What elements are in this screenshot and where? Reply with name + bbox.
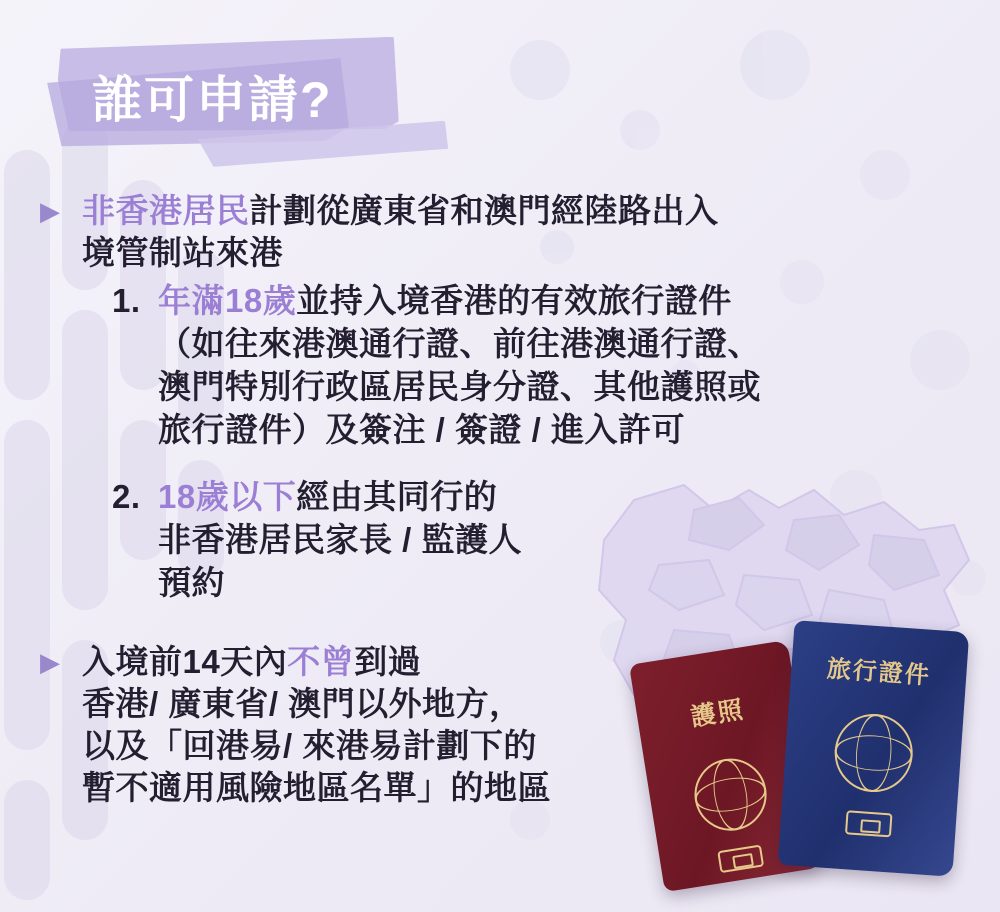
list-item-1-highlight: 年滿18歲	[158, 282, 297, 320]
list-item-1-rest: 並持入境香港的有效旅行證件	[296, 282, 732, 320]
section-1-lead	[82, 190, 920, 232]
section-2-line-2: 以及「回港易/ 來港易計劃下的	[82, 727, 537, 765]
section-2-highlight: 不曾	[287, 642, 355, 680]
bullet-arrow-icon: ▶	[40, 646, 60, 677]
list-item	[112, 280, 920, 452]
title-brush-banner	[48, 36, 408, 156]
section-non-hk-residents	[40, 190, 920, 605]
section-2-line-3: 暫不適用風險地區名單」的地區	[82, 769, 551, 807]
list-item-2-highlight: 18歲以下	[158, 478, 297, 516]
list-item-1-number: 1.	[112, 282, 141, 320]
spacer	[40, 611, 920, 641]
section-travel-history	[40, 641, 920, 810]
section-1-lead-highlight: 非香港居民	[82, 192, 250, 229]
spacer	[40, 452, 920, 470]
section-2-pre: 入境前14天內	[82, 642, 288, 680]
section-1-lead-line2: 境管制站來港	[82, 234, 283, 272]
list-item-2-number: 2.	[112, 478, 141, 516]
section-1-lead-rest: 計劃從廣東省和澳門經陸路出入	[249, 192, 719, 229]
list-item-2-rest: 經由其同行的	[296, 478, 498, 516]
content-body	[40, 190, 920, 816]
list-item-1-line-3: 旅行證件）及簽注 / 簽證 / 進入許可	[158, 411, 686, 449]
list-item-1-body	[158, 280, 920, 452]
section-2-post: 到過	[354, 642, 422, 680]
section-2-lead	[82, 641, 920, 683]
list-item-2-body	[158, 476, 920, 605]
list-item	[112, 476, 920, 605]
biometric-chip-icon	[717, 845, 764, 874]
passport-red-label: 護照	[688, 695, 747, 732]
section-2-line-1: 香港/ 廣東省/ 澳門以外地方，	[82, 684, 523, 722]
bullet-arrow-icon: ▶	[40, 196, 60, 226]
list-item-1-line-1: （如往來港澳通行證、前往港澳通行證、	[158, 325, 761, 363]
list-item-2-line-1: 非香港居民家長 / 監護人	[158, 520, 523, 558]
passport-blue-label: 旅行證件	[825, 655, 932, 690]
page-title: 誰可申請?	[92, 72, 333, 128]
list-item-2-line-2: 預約	[158, 563, 225, 601]
list-item-1-line-2: 澳門特別行政區居民身分證、其他護照或	[158, 368, 761, 406]
